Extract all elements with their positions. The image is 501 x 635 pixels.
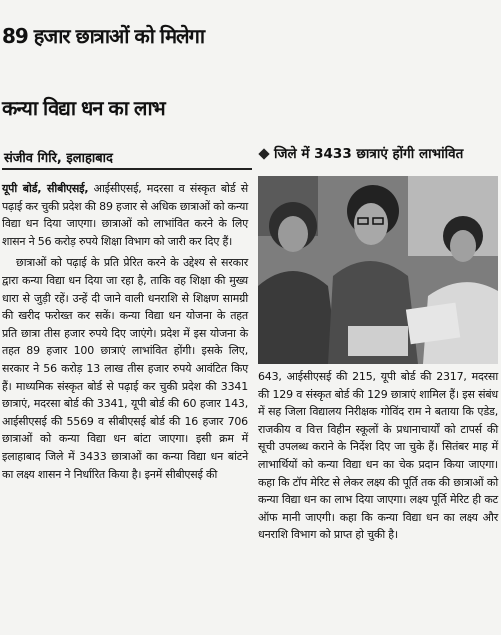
- right-column: [258, 368, 498, 544]
- right-column-text: 643, आईसीएसई की 215, यूपी बोर्ड की 2317, मदरसा की 129 व संस्कृत बोर्ड की 129 छात्राएं शामिल हैं। इस संबंध में सह जिला विद्यालय निरीक्षक गोविंद राम ने बताया कि एडेड, राजकीय व वित्त विहीन स्कूलों के प्रधानाचार्यों को टापर्स की सूची उपलब्ध कराने के निर्देश दिए जा चुके हैं। सितंबर माह में लाभार्थियों को कन्या विद्या धन का चेक प्रदान किया जाएगा। कहा कि टॉप मेरिट से लेकर लक्ष्य की पूर्ति तक की छात्राओं को कन्या विद्या धन का लाभ दिया जाएगा। लक्ष्य पूर्ति मेरिट ही कट ऑफ मानी जाएगी। कहा कि कन्या विद्या धन का लक्ष्य और धनराशि विभाग को प्राप्त हो चुकी है।: [258, 370, 498, 542]
- diamond-bullet-icon: [258, 148, 269, 159]
- headline-line-1: 89 हजार छात्राओं को मिलेगा: [2, 24, 205, 48]
- subheadline-text: जिले में 3433 छात्राएं होंगी लाभांवित: [274, 146, 464, 162]
- headline-line-2: कन्या विद्या धन का लाभ: [2, 96, 165, 120]
- byline-divider: [2, 168, 252, 170]
- subheadline: [260, 144, 463, 162]
- lead-bold-text: यूपी बोर्ड, सीबीएसई,: [2, 182, 89, 195]
- lead-text: आईसीएसई, मदरसा व संस्कृत बोर्ड से पढ़ाई कर चुकी प्रदेश की 89 हजार से अधिक छात्राओं को कन्या विद्या धन दिया जाएगा। छात्राओं को लाभांवित करने के लिए शासन ने 56 करोड़ रुपये शिक्षा विभाग को जारी कर दिए हैं।: [2, 182, 249, 248]
- photo-illustration: [258, 176, 498, 364]
- left-column: [2, 180, 248, 483]
- students-photo: [258, 176, 498, 364]
- lead-paragraph: [2, 180, 248, 250]
- body-paragraph-2: छात्राओं को पढ़ाई के प्रति प्रेरित करने के उद्देश्य से सरकार द्वारा कन्या विद्या धन दिया जा रहा है, ताकि वह शिक्षा की मुख्य धारा से जुड़ी रहें। उन्हें दी जाने वाली धनराशि से शिक्षण सामग्री की खरीद फरोख्त कर सकें। कन्या विद्या धन योजना के तहत प्रति छात्रा तीस हजार रुपये दिए जाएंगे। प्रदेश में इस योजना के तहत 89 हजार 100 छात्राएं लाभांवित होंगी। इसके लिए, सरकार ने 56 करोड़ 13 लाख तीस हजार रुपये आवंटित किए हैं। माध्यमिक संस्कृत बोर्ड से पढ़ाई कर चुकी प्रदेश की 3341 छात्राएं, मदरसा बोर्ड की 3341, यूपी बोर्ड की 60 हजार 143, आईसीएसई की 5569 व सीबीएसई बोर्ड की 16 हजार 706 छात्राओं को कन्या विद्या धन बांटा जाएगा। इसी क्रम में इलाहाबाद जिले में 3433 छात्राओं का कन्या विद्या धन बांटने का लक्ष्य शासन ने निर्धारित किया है। इनमें सीबीएसई की: [2, 256, 248, 481]
- byline: संजीव गिरि, इलाहाबाद: [4, 151, 113, 166]
